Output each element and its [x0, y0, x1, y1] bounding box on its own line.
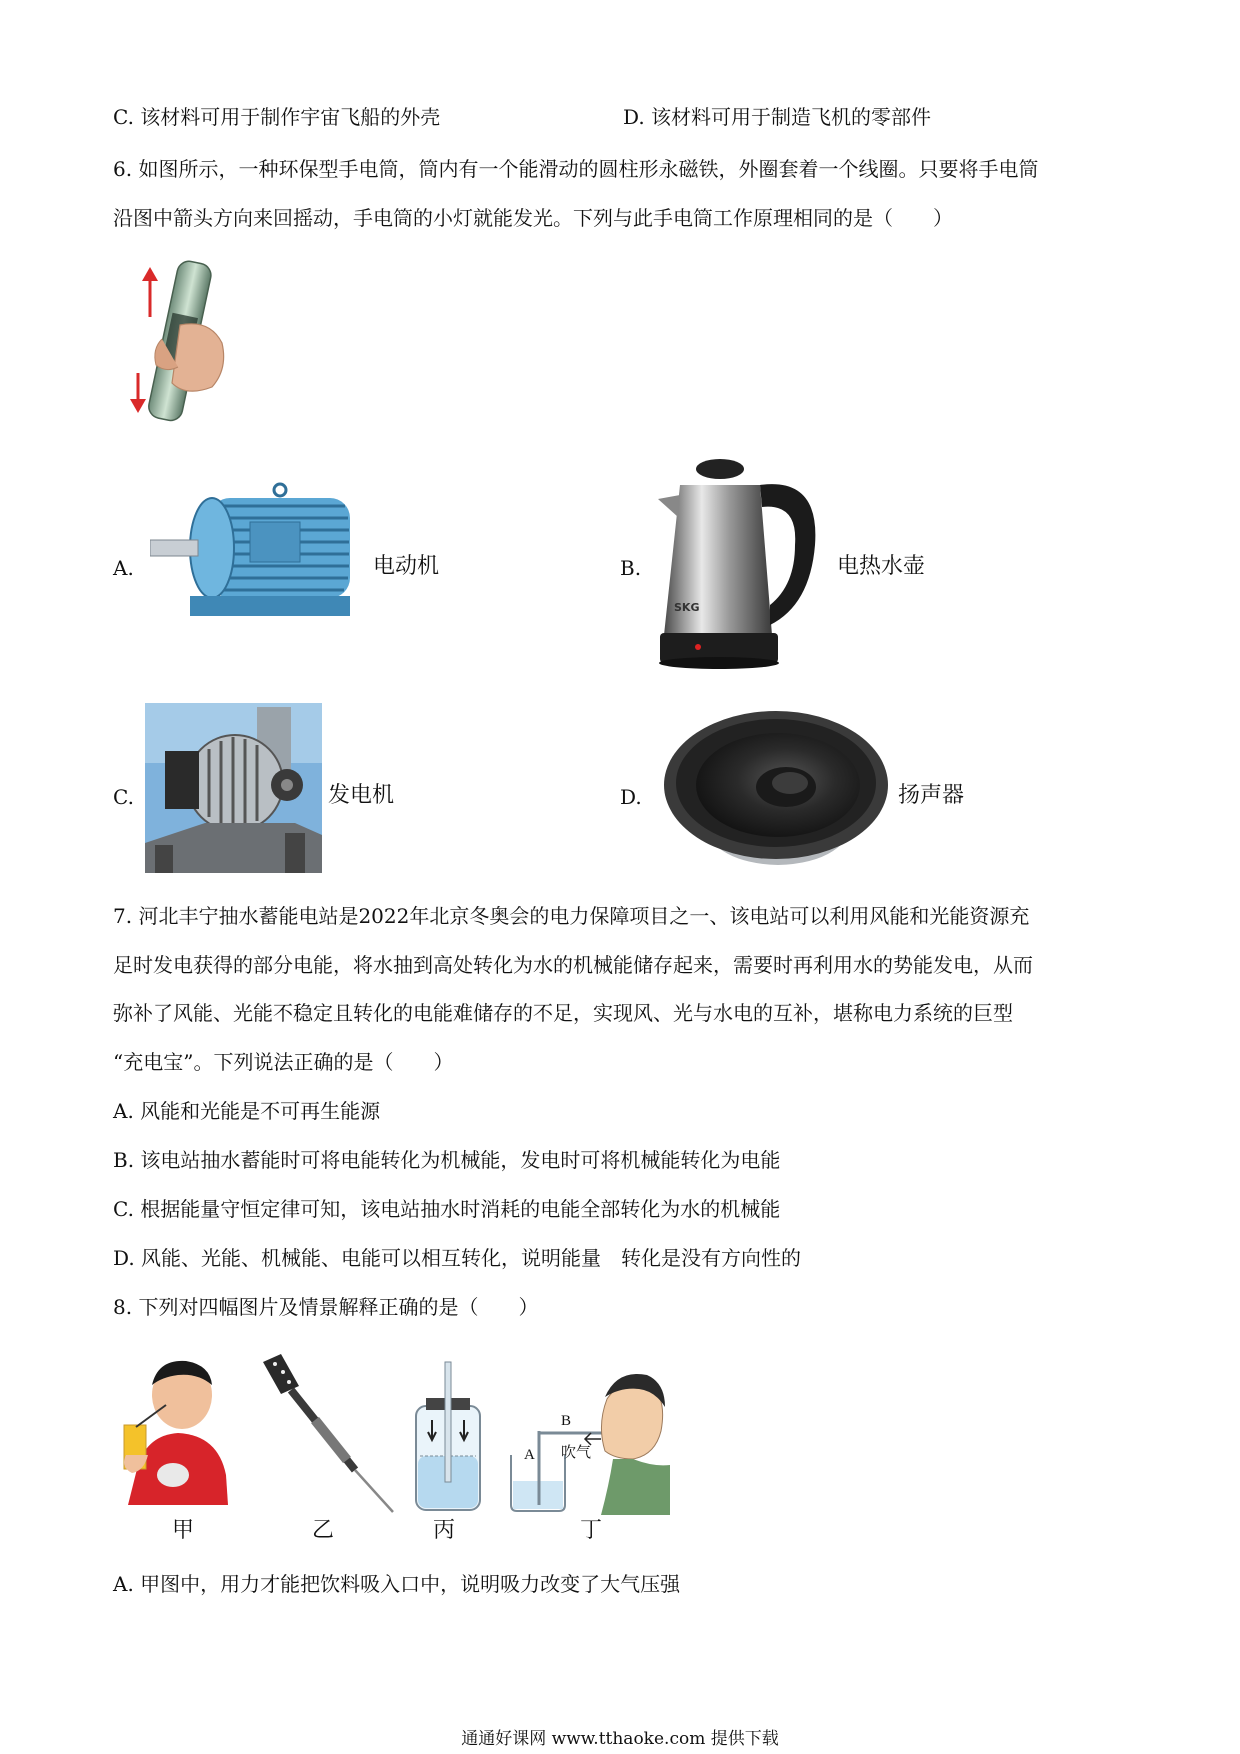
blow-air-label: 吹气 [561, 1443, 592, 1461]
q6-option-d-name: 扬声器 [898, 783, 965, 808]
q7-option-c: C. 根据能量守恒定律可知，该电站抽水时消耗的电能全部转化为水的机械能 [113, 1197, 781, 1221]
bottle-tube-figure [410, 1360, 490, 1515]
q7-stem-line3: 弥补了风能、光能不稳定且转化的电能难储存的不足，实现风、光与水电的互补，堪称电力系统的巨型 [113, 1001, 1013, 1025]
q8-stem: 8. 下列对四幅图片及情景解释正确的是（ ） [113, 1295, 539, 1319]
q6-option-c-name: 发电机 [328, 783, 395, 808]
generator-image [145, 703, 322, 873]
q7-stem-line2: 足时发电获得的部分电能，将水抽到高处转化为水的机械能储存起来，需要时再利用水的势能发电，从而 [113, 953, 1033, 977]
figure-caption-yi: 乙 [312, 1518, 335, 1543]
q6-option-b-name: 电热水壶 [837, 554, 926, 579]
q8-option-a: A. 甲图中，用力才能把饮料吸入口中，说明吸力改变了大气压强 [113, 1572, 681, 1596]
q6-option-d-letter: D. [620, 785, 642, 809]
tube-label-a: A [524, 1447, 535, 1463]
figure-caption-jia: 甲 [172, 1518, 195, 1543]
q6-stem-line2: 沿图中箭头方向来回摇动，手电筒的小灯就能发光。下列与此手电筒工作原理相同的是（ ） [113, 206, 953, 230]
q7-option-a: A. 风能和光能是不可再生能源 [113, 1099, 381, 1123]
electric-motor-image [150, 478, 370, 628]
figure-caption-ding: 丁 [580, 1518, 603, 1543]
q6-option-a-name: 电动机 [373, 554, 440, 579]
figure-caption-bing: 丙 [433, 1518, 456, 1543]
q5-option-d: D. 该材料可用于制造飞机的零部件 [623, 105, 932, 129]
loudspeaker-image [658, 703, 893, 873]
q6-stem-line1: 6. 如图所示，一种环保型手电筒，筒内有一个能滑动的圆柱形永磁铁，外圈套着一个线圈。只要将手电筒 [113, 157, 1039, 181]
kettle-brand-logo: SKG [674, 601, 700, 614]
q7-option-d: D. 风能、光能、机械能、电能可以相互转化，说明能量 转化是没有方向性的 [113, 1246, 802, 1270]
tube-label-b: B [561, 1413, 572, 1429]
q7-stem-line1: 7. 河北丰宁抽水蓄能电站是2022年北京冬奥会的电力保障项目之一、该电站可以利用风能和光能资源充 [113, 904, 1030, 928]
child-drinking-figure [118, 1355, 236, 1505]
q7-option-b: B. 该电站抽水蓄能时可将电能转化为机械能，发电时可将机械能转化为电能 [113, 1148, 781, 1172]
q6-option-a-letter: A. [113, 556, 134, 580]
q7-stem-line4: “充电宝”。下列说法正确的是（ ） [113, 1050, 454, 1074]
blowing-tube-figure [505, 1355, 670, 1515]
dart-figure [255, 1352, 403, 1517]
page-footer: 通通好课网 www.tthaoke.com 提供下载 [461, 1729, 779, 1749]
q5-option-c: C. 该材料可用于制作宇宙飞船的外壳 [113, 105, 441, 129]
flashlight-figure [120, 255, 230, 430]
q6-option-c-letter: C. [113, 785, 134, 809]
electric-kettle-image [650, 455, 825, 677]
q6-option-b-letter: B. [620, 556, 642, 580]
